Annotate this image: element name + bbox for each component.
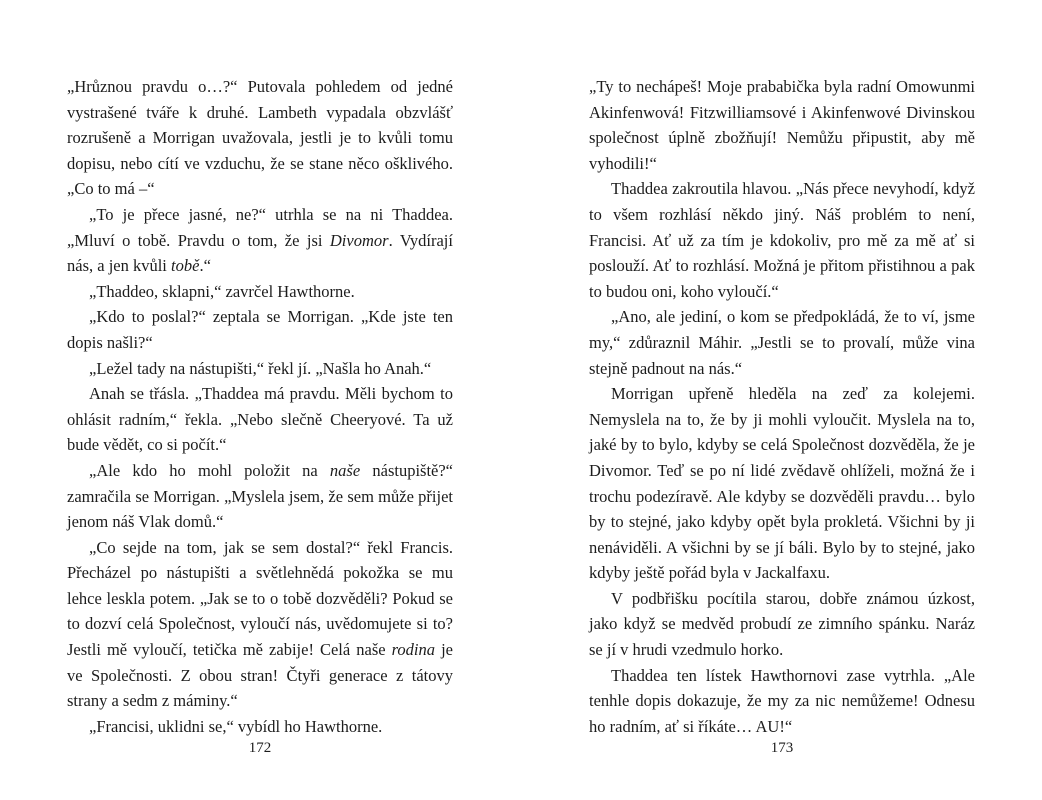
emphasis-text: naše <box>329 460 361 480</box>
paragraph <box>67 304 453 355</box>
text-run: V podbřišku pocítila starou, dobře známou úzkost, jako když se medvěd probudí ze zimního spánku. Naráz se jí v hrudi vzedmulo horko. <box>589 588 975 660</box>
emphasis-text: rodina <box>391 640 436 660</box>
text-run: Anah se třásla. „Thaddea má pravdu. Měli bychom to ohlásit radním,“ řekla. „Nebo slečně Cheeryové. Ta už bude vědět, co si počít.“ <box>67 384 453 455</box>
text-run: „Ty to nechápeš! Moje prababička byla radní Omowunmi Akinfenwová! Fitzwilliamsové i Akinfenwové Divinskou společnost úplně zbožňují! Nemůžu připustit, aby mě vyhodili!“ <box>589 77 975 173</box>
text-run: . Vydírají nás, a jen kvůli <box>67 230 453 276</box>
text-run: je ve Společnosti. Z obou stran! Čtyři generace z tátovy strany a sedm z máminy.“ <box>67 640 453 711</box>
text-run: „Kdo to poslal?“ zeptala se Morrigan. „Kde jste ten dopis našli?“ <box>67 307 453 352</box>
paragraph <box>589 586 975 663</box>
text-run: „Ale kdo ho mohl položit na <box>89 460 330 480</box>
left-page <box>67 74 453 774</box>
page-number: 172 <box>248 740 272 756</box>
text-run: „Hrůznou pravdu o…?“ Putovala pohledem od jedné vystrašené tváře k druhé. Lambeth vypadala obzvlášť rozrušeně a Morrigan uvažovala, jestli je to kvůli tomu dopisu, nebo cítí ve vzduchu, že se stane něco ošklivého. „Co to má –“ <box>67 77 453 199</box>
emphasis-text: Divomor <box>329 230 389 250</box>
paragraph <box>67 279 453 305</box>
page-number: 173 <box>770 740 794 756</box>
right-page-text <box>589 74 975 739</box>
text-run: „Ležel tady na nástupišti,“ řekl jí. „Našla ho Anah.“ <box>89 358 432 378</box>
text-run: „Ano, ale jediní, o kom se předpokládá, že to ví, jsme my,“ zdůraznil Máhir. „Jestli se to provalí, může vina stejně padnout na nás.“ <box>589 307 975 378</box>
text-run: Morrigan upřeně hleděla na zeď za kolejemi. Nemyslela na to, že by ji mohli vyloučit. Myslela na to, jaké by to bylo, kdyby se celá Společnost dozvěděla, že je Divomor. Teď se po ní lidé zvědavě ohlíželi, možná že i trochu podezíravě. Ale kdyby se dozvěděli pravdu… bylo by to stejné, jako kdyby opět byla prokletá. Všichni by ji nenáviděli. A všichni by se jí báli. Bylo by to stejné, jako kdyby ještě pořád byla v Jackalfaxu. <box>589 384 975 583</box>
left-page-text <box>67 74 453 739</box>
emphasis-text: tobě <box>171 256 200 276</box>
paragraph <box>67 458 453 535</box>
right-page <box>589 74 975 774</box>
text-run: .“ <box>199 256 211 276</box>
text-run: „Thaddeo, sklapni,“ zavrčel Hawthorne. <box>89 281 355 301</box>
text-run: Thaddea ten lístek Hawthornovi zase vytrhla. „Ale tenhle dopis dokazuje, že my za nic nemůžeme! Odnesu ho radním, ať si říkáte… AU!“ <box>589 665 975 736</box>
paragraph <box>589 74 975 176</box>
paragraph <box>589 304 975 381</box>
text-run: „To je přece jasné, ne?“ utrhla se na ni Thaddea. „Mluví o tobě. Pravdu o tom, že jsi <box>67 204 453 250</box>
paragraph <box>67 714 453 740</box>
paragraph <box>67 535 453 714</box>
text-run: nástupiště?“ zamračila se Morrigan. „Myslela jsem, že sem může přijet jenom náš Vlak domů.“ <box>67 460 454 532</box>
text-run: „Co sejde na tom, jak se sem dostal?“ řekl Francis. Přecházel po nástupišti a světlehnědá pokožka se mu lehce leskla potem. „Jak se to o tobě dozvěděli? Pokud se to dozví celá Společnost, vyloučí nás, uvědomujete si to? Jestli mě vyloučí, tetička mě zabije! Celá naše <box>67 537 453 660</box>
paragraph <box>589 176 975 304</box>
paragraph <box>67 356 453 382</box>
text-run: Thaddea zakroutila hlavou. „Nás přece nevyhodí, když to všem rozhlásí někdo jiný. Náš problém to není, Francisi. Ať už za tím je kdokoliv, pro mě za mě ať si poslouží. Ať to rozhlásí. Možná je přitom přistihnou a pak to budou oni, koho vyloučí.“ <box>589 179 975 301</box>
paragraph <box>67 74 453 202</box>
text-run: „Francisi, uklidni se,“ vybídl ho Hawthorne. <box>89 716 383 736</box>
paragraph <box>67 202 453 279</box>
paragraph <box>67 381 453 458</box>
paragraph <box>589 663 975 740</box>
paragraph <box>589 381 975 586</box>
